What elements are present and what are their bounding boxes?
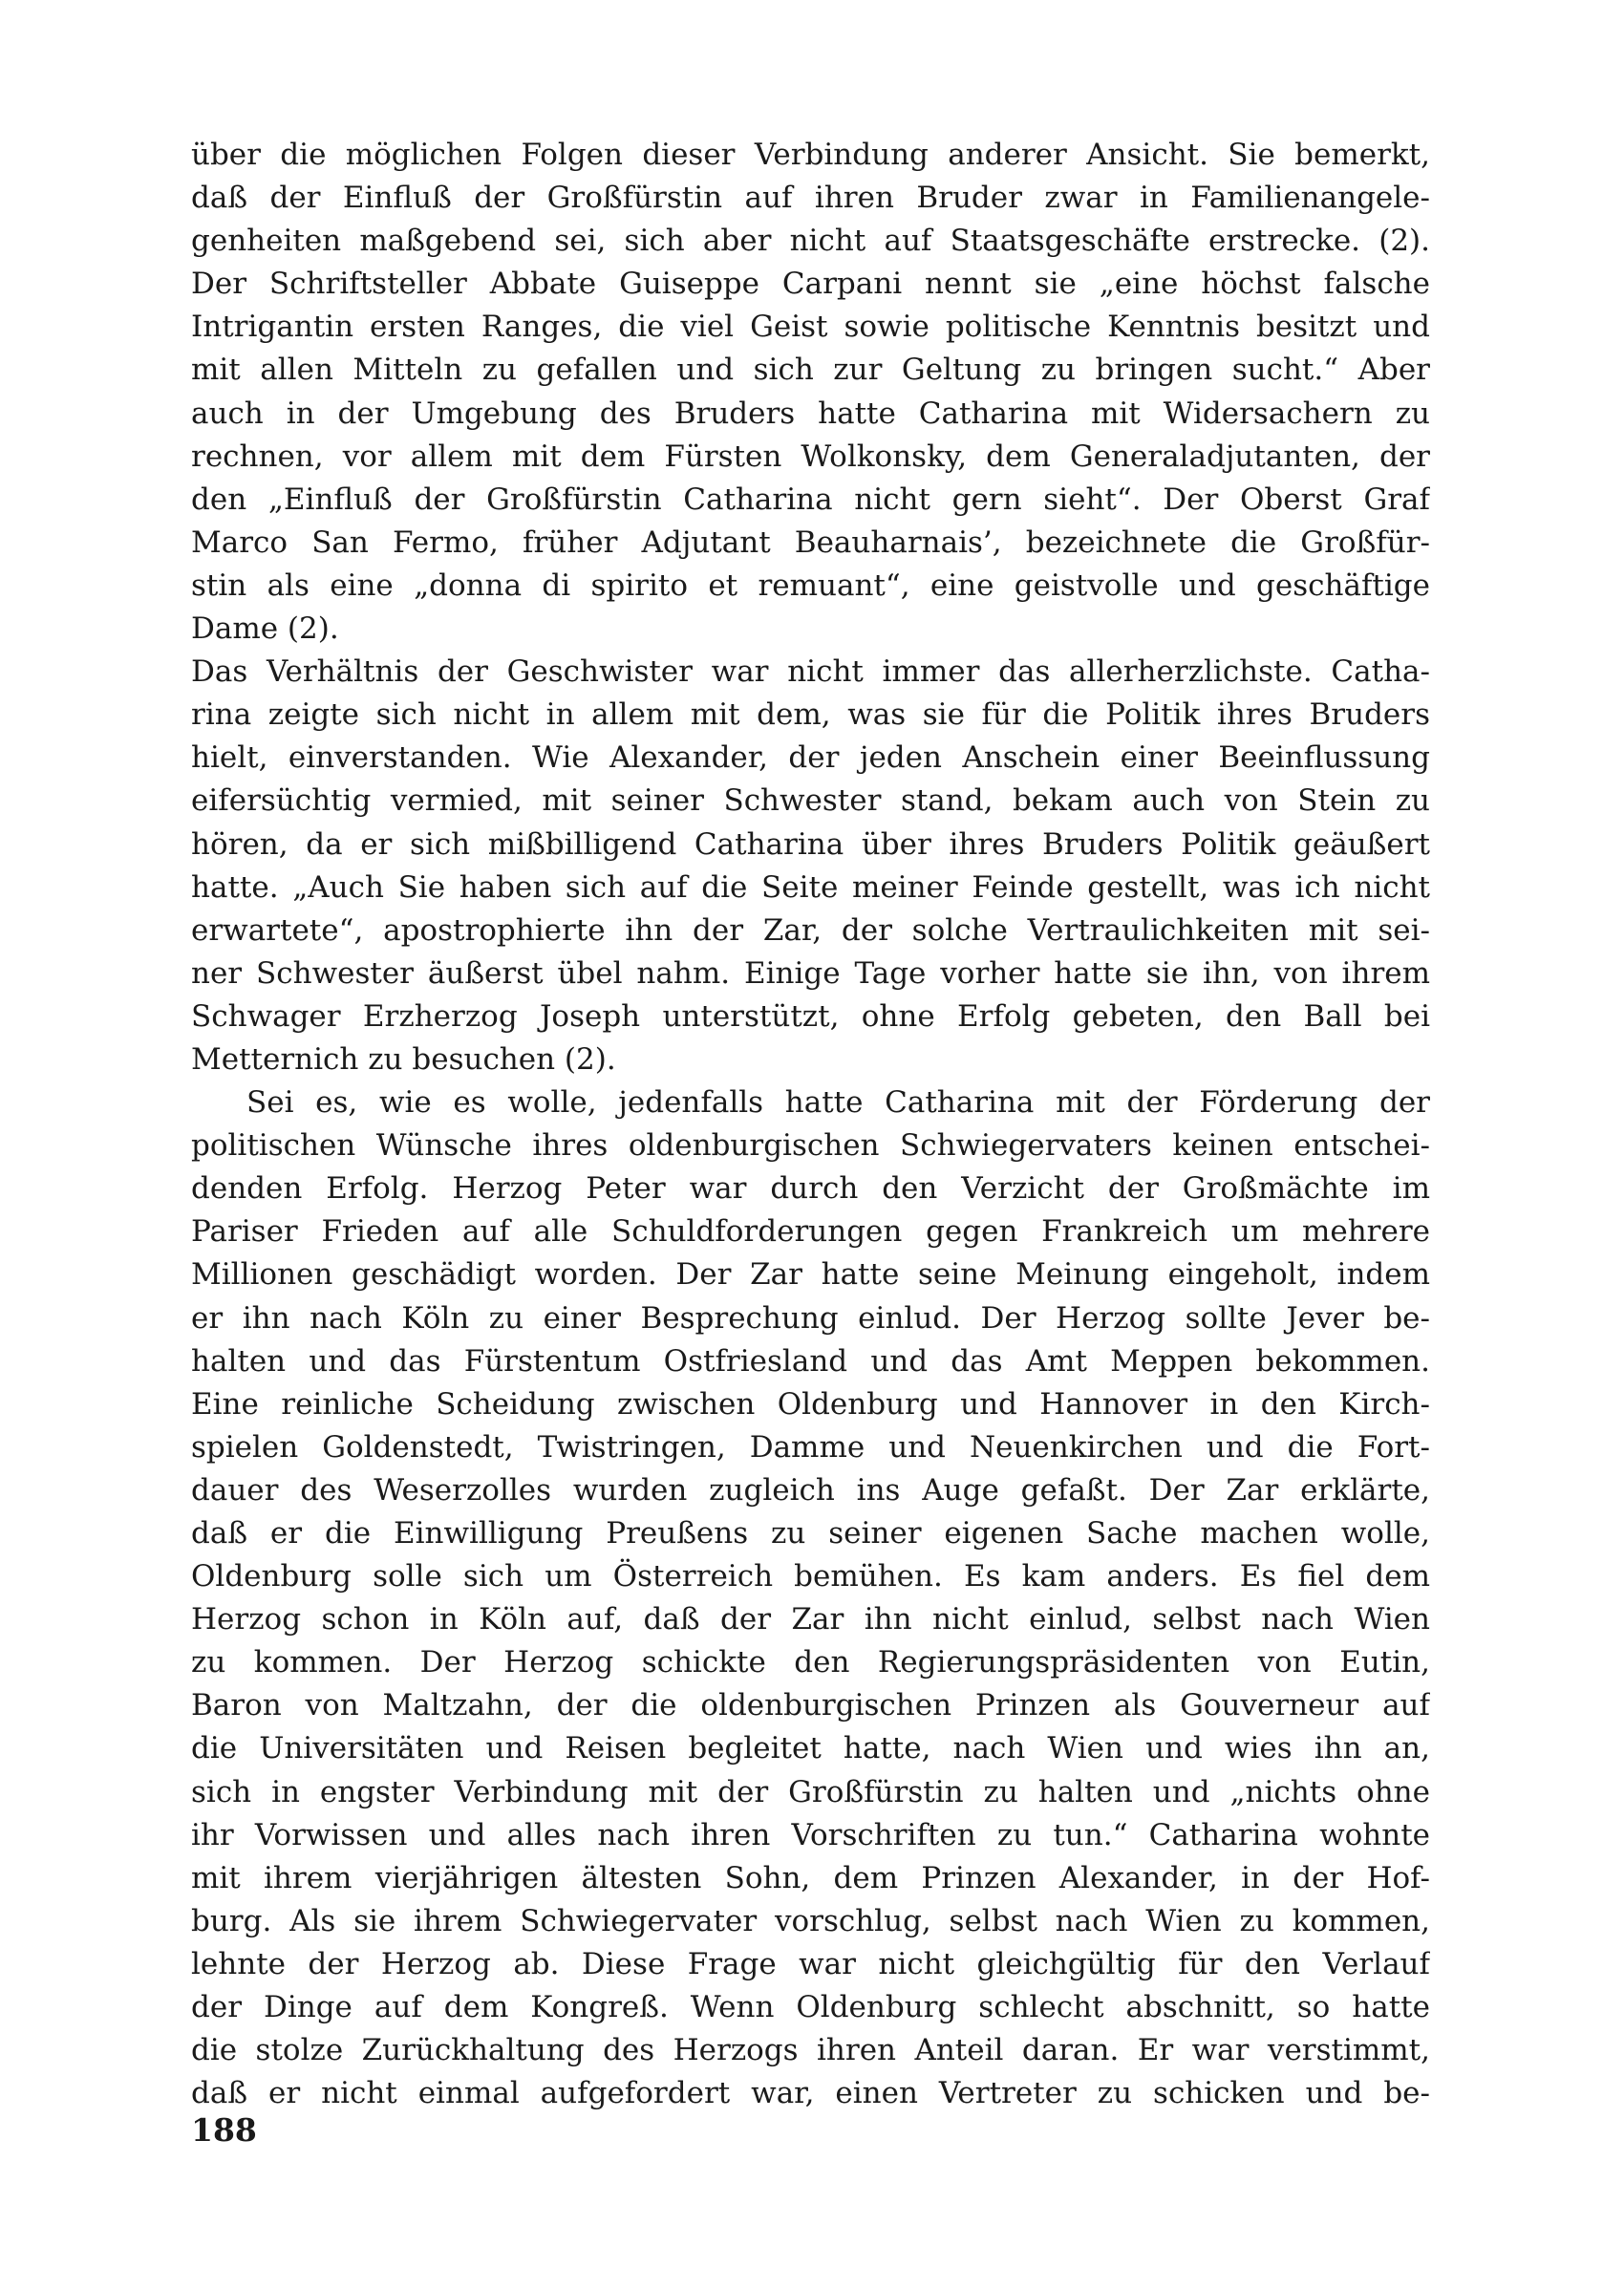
text-line: lehnte der Herzog ab. Diese Frage war nicht gleichgültig für den Verlauf [191,1946,1430,1981]
text-line: auch in der Umgebung des Bruders hatte Catharina mit Widersachern zu [191,396,1430,431]
text-line: eifersüchtig vermied, mit seiner Schwester stand, bekam auch von Stein zu [191,783,1430,819]
text-line: mit allen Mitteln zu gefallen und sich zur Geltung zu bringen sucht.“ Aber [191,353,1430,388]
text-line: daß der Einfluß der Großfürstin auf ihren Bruder zwar in Familienangele- [191,181,1430,216]
text-line: zu kommen. Der Herzog schickte den Regierungspräsidenten von Eutin, [191,1645,1430,1680]
text-line: die stolze Zurückhaltung des Herzogs ihren Anteil daran. Er war verstimmt, [191,2033,1430,2068]
text-line: Baron von Maltzahn, der die oldenburgischen Prinzen als Gouverneur auf [191,1688,1430,1723]
text-line: ihr Vorwissen und alles nach ihren Vorschriften zu tun.“ Catharina wohnte [191,1817,1430,1852]
text-line: Das Verhältnis der Geschwister war nicht immer das allerherzlichste. Catha- [191,654,1430,690]
text-line: ner Schwester äußerst übel nahm. Einige Tage vorher hatte sie ihn, von ihrem [191,955,1430,991]
text-line: daß er nicht einmal aufgefordert war, einen Vertreter zu schicken und be- [191,2076,1430,2111]
text-line: rina zeigte sich nicht in allem mit dem, was sie für die Politik ihres Bruders [191,697,1430,733]
text-line: über die möglichen Folgen dieser Verbindung anderer Ansicht. Sie bemerkt, [191,138,1430,172]
text-line: spielen Goldenstedt, Twistringen, Damme und Neuenkirchen und die Fort- [191,1429,1430,1465]
text-line: rechnen, vor allem mit dem Fürsten Wolkonsky, dem Generaladjutanten, der [191,439,1430,474]
text-line: burg. Als sie ihrem Schwiegervater vorschlug, selbst nach Wien zu kommen, [191,1903,1430,1938]
text-line: er ihn nach Köln zu einer Besprechung einlud. Der Herzog sollte Jever be- [191,1300,1430,1336]
text-line: politischen Wünsche ihres oldenburgischen Schwiegervaters keinen entschei- [191,1128,1430,1164]
text-line: Der Schriftsteller Abbate Guiseppe Carpani nennt sie „eine höchst falsche [191,267,1430,302]
text-line: Dame (2). [191,611,339,647]
text-line: Pariser Frieden auf alle Schuldforderungen gegen Frankreich um mehrere [191,1214,1430,1250]
text-line: dauer des Weserzolles wurden zugleich ins Auge gefaßt. Der Zar erklärte, [191,1472,1430,1508]
text-line: Metternich zu besuchen (2). [191,1041,616,1077]
text-line: stin als eine „donna di spirito et remuant“, eine geistvolle und geschäftige [191,567,1430,603]
text-line: Herzog schon in Köln auf, daß der Zar ihn nicht einlud, selbst nach Wien [191,1602,1430,1637]
body-text [191,134,1430,2115]
text-line: denden Erfolg. Herzog Peter war durch den Verzicht der Großmächte im [191,1171,1430,1207]
text-line: hören, da er sich mißbilligend Catharina über ihres Bruders Politik geäußert [191,826,1430,862]
text-line: halten und das Fürstentum Ostfriesland und das Amt Meppen bekommen. [191,1343,1430,1379]
text-line: daß er die Einwilligung Preußens zu seiner eigenen Sache machen wolle, [191,1516,1430,1551]
text-line: Schwager Erzherzog Joseph unterstützt, ohne Erfolg gebeten, den Ball bei [191,998,1430,1034]
text-line: Eine reinliche Scheidung zwischen Oldenburg und Hannover in den Kirch- [191,1386,1430,1422]
text-line: hielt, einverstanden. Wie Alexander, der jeden Anschein einer Beeinflussung [191,740,1430,776]
text-line: Intrigantin ersten Ranges, die viel Geist sowie politische Kenntnis besitzt und [191,310,1430,345]
text-line: der Dinge auf dem Kongreß. Wenn Oldenburg schlecht abschnitt, so hatte [191,1990,1430,2025]
text-line: den „Einfluß der Großfürstin Catharina nicht gern sieht“. Der Oberst Graf [191,482,1430,517]
text-line: sich in engster Verbindung mit der Großfürstin zu halten und „nichts ohne [191,1774,1430,1809]
page-number: 188 [191,2111,257,2149]
text-line: mit ihrem vierjährigen ältesten Sohn, dem Prinzen Alexander, in der Hof- [191,1860,1430,1895]
text-line: Marco San Fermo, früher Adjutant Beauharnais’, bezeichnete die Großfür- [191,524,1430,560]
text-line: Oldenburg solle sich um Österreich bemühen. Es kam anders. Es fiel dem [191,1559,1430,1594]
text-line: Sei es, wie es wolle, jedenfalls hatte Catharina mit der Förderung der [246,1085,1430,1121]
text-line: Millionen geschädigt worden. Der Zar hatte seine Meinung eingeholt, indem [191,1257,1430,1293]
text-line: hatte. „Auch Sie haben sich auf die Seite meiner Feinde gestellt, was ich nicht [191,869,1430,905]
text-line: genheiten maßgebend sei, sich aber nicht auf Staatsgeschäfte erstrecke. (2). [191,224,1430,259]
text-line: die Universitäten und Reisen begleitet hatte, nach Wien und wies ihn an, [191,1731,1430,1766]
text-line: erwartete“, apostrophierte ihn der Zar, der solche Vertraulichkeiten mit sei- [191,912,1430,948]
